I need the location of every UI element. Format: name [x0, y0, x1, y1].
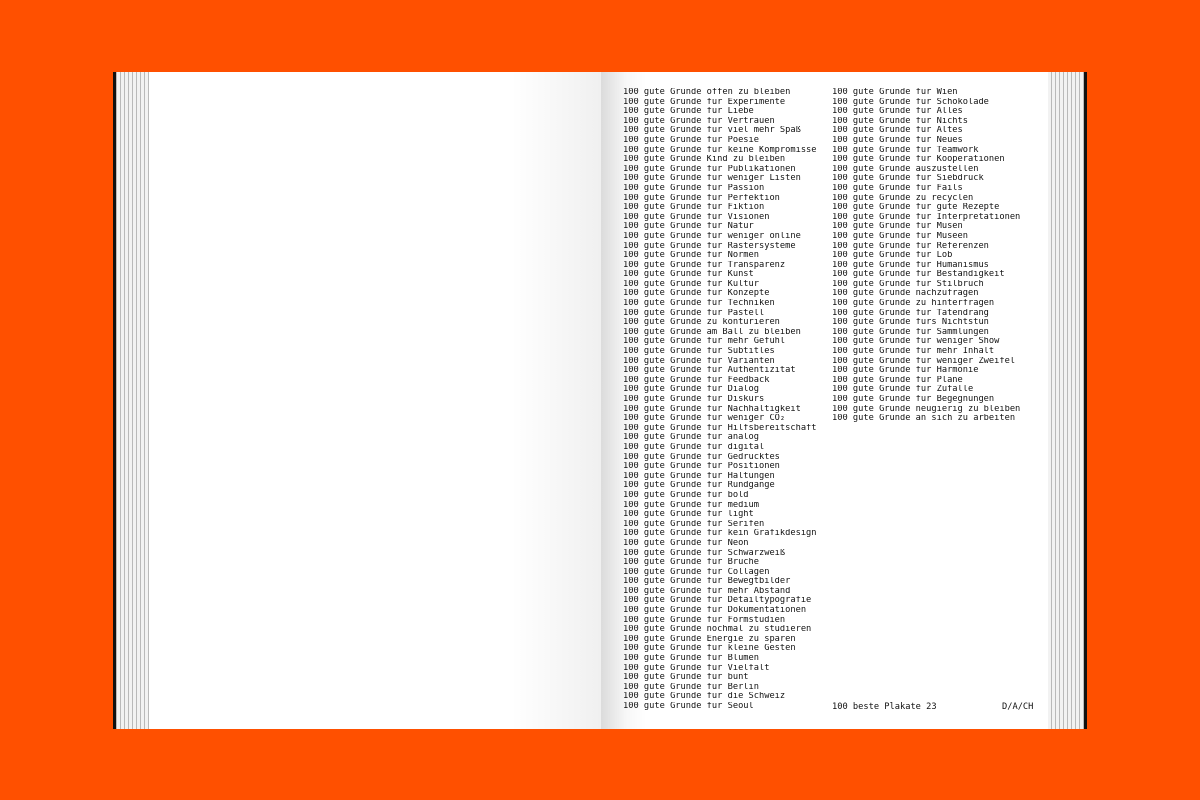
list-item: 100 gute Gründe zu konturieren — [623, 318, 780, 328]
list-item: 100 gute Gründe für Serifen — [623, 519, 765, 529]
reasons-column-2 — [832, 88, 1020, 424]
list-item: 100 gute Gründe für weniger Listen — [623, 174, 801, 184]
list-item: 100 gute Gründe für Berlin — [623, 682, 759, 692]
list-item: 100 gute Gründe für Rundgänge — [623, 481, 775, 491]
list-item: 100 gute Gründe für bunt — [623, 673, 749, 683]
list-item: 100 gute Gründe für weniger online — [623, 231, 801, 241]
list-item: 100 gute Gründe für analog — [623, 433, 759, 443]
list-item: 100 gute Gründe für Teamwork — [832, 145, 979, 155]
list-item: 100 gute Gründe für Pläne — [832, 375, 963, 385]
list-item: 100 gute Gründe zu hinterfragen — [832, 299, 995, 309]
list-item: 100 gute Gründe für Bewegtbilder — [623, 577, 791, 587]
list-item: 100 gute Gründe für light — [623, 510, 754, 520]
list-item: 100 gute Gründe für Seoul — [623, 702, 754, 711]
list-item: 100 gute Gründe für Collagen — [623, 567, 770, 577]
list-item: 100 gute Gründe Energie zu sparen — [623, 634, 796, 644]
list-item: 100 gute Gründe für Experimente — [623, 97, 786, 107]
list-item: 100 gute Gründe für Visionen — [623, 212, 770, 222]
list-item: 100 gute Gründe für weniger CO₂ — [623, 414, 786, 424]
list-item: 100 gute Gründe für Schwarzweiß — [623, 548, 786, 558]
list-item: 100 gute Gründe für digital — [623, 442, 765, 452]
list-item: 100 gute Gründe für Fiktion — [623, 203, 765, 213]
list-item: 100 gute Gründe für kleine Gesten — [623, 644, 796, 654]
list-item: 100 gute Gründe für Begegnungen — [832, 395, 995, 404]
list-item: 100 gute Gründe für Feedback — [623, 375, 770, 385]
list-item: 100 gute Gründe für Nachhaltigkeit — [623, 404, 801, 414]
list-item: 100 gute Gründe für gute Rezepte — [832, 203, 1000, 213]
list-item: 100 gute Gründe für Siebdruck — [832, 174, 984, 184]
list-item: 100 gute Gründe für Vielfalt — [623, 663, 770, 673]
list-item: 100 gute Gründe für Poesie — [623, 135, 759, 145]
list-item: 100 gute Gründe für Publikationen — [623, 164, 796, 174]
right-page — [601, 72, 1048, 729]
right-page-edge-stack — [1048, 72, 1087, 729]
list-item: 100 gute Gründe für Diskurs — [623, 395, 765, 404]
list-item: 100 gute Gründe nochmal zu studieren — [623, 625, 812, 635]
list-item: 100 gute Gründe für Zufälle — [832, 385, 974, 395]
left-page-blank — [149, 72, 601, 729]
list-item: 100 gute Gründe für Museen — [832, 231, 968, 241]
list-item: 100 gute Gründe für Varianten — [623, 356, 775, 366]
list-item: 100 gute Gründe für Altes — [832, 126, 963, 136]
list-item: 100 gute Gründe für Neues — [832, 135, 963, 145]
list-item: 100 gute Gründe für Schokolade — [832, 97, 989, 107]
list-item: 100 gute Gründe am Ball zu bleiben — [623, 327, 801, 337]
list-item: 100 gute Gründe für Normen — [623, 251, 759, 261]
list-item: 100 gute Gründe für mehr Inhalt — [832, 347, 995, 357]
list-item: 100 gute Gründe nachzufragen — [832, 289, 979, 299]
reasons-column-1 — [623, 88, 817, 712]
list-item: 100 gute Gründe für Humanismus — [832, 260, 989, 270]
list-item: 100 gute Gründe für Alles — [832, 107, 963, 117]
list-item: 100 gute Gründe für medium — [623, 500, 759, 510]
list-item: 100 gute Gründe auszustellen — [832, 164, 979, 174]
list-item: 100 gute Gründe für Techniken — [623, 299, 775, 309]
list-item: 100 gute Gründe für Musen — [832, 222, 963, 232]
list-item: 100 gute Gründe für Kooperationen — [832, 155, 1005, 165]
list-item: 100 gute Gründe für Wien — [832, 88, 958, 97]
list-item: 100 gute Gründe für Passion — [623, 183, 765, 193]
list-item: 100 gute Gründe für Positionen — [623, 462, 780, 472]
list-item: 100 gute Gründe für Fails — [832, 183, 963, 193]
list-item: 100 gute Gründe für bold — [623, 490, 749, 500]
list-item: 100 gute Gründe für Dokumentationen — [623, 606, 807, 616]
running-footer-title: 100 beste Plakate 23 — [832, 702, 937, 712]
list-item: 100 gute Gründe neugierig zu bleiben — [832, 404, 1021, 414]
list-item: 100 gute Gründe für Beständigkeit — [832, 270, 1005, 280]
list-item: 100 gute Gründe für weniger Show — [832, 337, 1000, 347]
list-item: 100 gute Gründe offen zu bleiben — [623, 88, 791, 97]
list-item: 100 gute Gründe für Subtitles — [623, 347, 775, 357]
list-item: 100 gute Gründe für Liebe — [623, 107, 754, 117]
left-page-edge-stack — [113, 72, 149, 729]
list-item: 100 gute Gründe für Authentizität — [623, 366, 796, 376]
list-item: 100 gute Gründe für Sammlungen — [832, 327, 989, 337]
list-item: 100 gute Gründe für Vertrauen — [623, 116, 775, 126]
list-item: 100 gute Gründe für Referenzen — [832, 241, 989, 251]
list-item: 100 gute Gründe für Tatendrang — [832, 308, 989, 318]
list-item: 100 gute Gründe für viel mehr Spaß — [623, 126, 801, 136]
list-item: 100 gute Gründe für mehr Abstand — [623, 586, 791, 596]
list-item: 100 gute Gründe für Gedrucktes — [623, 452, 780, 462]
list-item: 100 gute Gründe für Perfektion — [623, 193, 780, 203]
list-item: 100 gute Gründe für weniger Zweifel — [832, 356, 1016, 366]
list-item: 100 gute Gründe für Rastersysteme — [623, 241, 796, 251]
list-item: 100 gute Gründe für die Schweiz — [623, 692, 786, 702]
list-item: 100 gute Gründe für Natur — [623, 222, 754, 232]
list-item: 100 gute Gründe für Blumen — [623, 654, 759, 664]
list-item: 100 gute Gründe für Nichts — [832, 116, 968, 126]
list-item: 100 gute Gründe für Brüche — [623, 558, 759, 568]
list-item: 100 gute Gründe für Transparenz — [623, 260, 786, 270]
list-item: 100 gute Gründe an sich zu arbeiten — [832, 414, 1016, 424]
list-item: 100 gute Gründe für Stilbruch — [832, 279, 984, 289]
list-item: 100 gute Gründe für Harmonie — [832, 366, 979, 376]
list-item: 100 gute Gründe für Hilfsbereitschaft — [623, 423, 817, 433]
list-item: 100 gute Gründe für keine Kompromisse — [623, 145, 817, 155]
list-item: 100 gute Gründe für Haltungen — [623, 471, 775, 481]
list-item: 100 gute Gründe für Detailtypografie — [623, 596, 812, 606]
list-item: 100 gute Gründe für Neon — [623, 538, 749, 548]
open-book — [113, 72, 1087, 729]
list-item: 100 gute Gründe für Kultur — [623, 279, 759, 289]
list-item: 100 gute Gründe für Konzepte — [623, 289, 770, 299]
running-footer-region: D/A/CH — [1002, 702, 1034, 712]
list-item: 100 gute Gründe fürs Nichtstun — [832, 318, 989, 328]
list-item: 100 gute Gründe für mehr Gefühl — [623, 337, 786, 347]
list-item: 100 gute Gründe Kind zu bleiben — [623, 155, 786, 165]
list-item: 100 gute Gründe für Lob — [832, 251, 953, 261]
list-item: 100 gute Gründe für Kunst — [623, 270, 754, 280]
list-item: 100 gute Gründe zu recyclen — [832, 193, 974, 203]
list-item: 100 gute Gründe für kein Grafikdesign — [623, 529, 817, 539]
list-item: 100 gute Gründe für Formstudien — [623, 615, 786, 625]
list-item: 100 gute Gründe für Dialog — [623, 385, 759, 395]
list-item: 100 gute Gründe für Pastell — [623, 308, 765, 318]
list-item: 100 gute Gründe für Interpretationen — [832, 212, 1021, 222]
